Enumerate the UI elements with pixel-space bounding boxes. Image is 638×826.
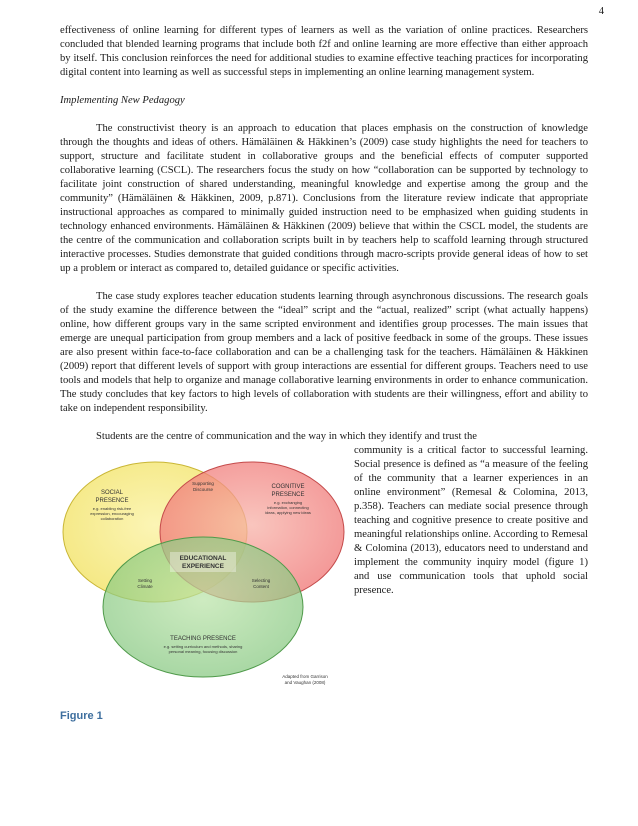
- paragraph-2: The constructivist theory is an approach to education that places emphasis on the construction of knowledge through the thoughts and ideas of others. Hämäläinen & Häkkinen’s (2009) case study highlights the need for teachers to support, structure and facilitate student in collaborative groups and the beneficial effects of computer supported collaborative learning (CSCL). The researchers focus the study on how “collaboration can be supported by technology to facilitate joint construction of shared understanding, meaningful knowledge and expertise among the group and the community” (Hämäläinen & Häkkinen, 2009, p.871). Conclusions from the literature review indicate that appropriate instructional approaches as compared to minimally guided instruction need to be emphasized when guiding students in technology enhanced environments. Hämäläinen & Häkkinen (2009) believe that within the CSCL model, the students are the centre of the communication and collaboration scripts built in by teachers help to scaffold learning through structured interactive processes. Studies demonstrate that guided conditions through macro-scripts provide general ideas of how to set up a problem or interact as compared to, detailed guidance or specific activities.: [60, 123, 588, 274]
- teaching-desc-1: e.g. setting curriculum and methods, sharing: [163, 644, 243, 649]
- teaching-title: TEACHING PRESENCE: [170, 636, 236, 642]
- paragraph-4-side-text: community is a critical factor to successful learning. Social presence is defined as “a measure of the feeling of the community that a learner experiences in an online environment” (Remesal & Colomina, 2013, p.358). Teachers can mediate social presence through teaching and cognitive presence to create positive and meaningful relationships online. According to Remesal & Colomina (2013), educators need to understand and implement the community inquiry model (figure 1) and use communication tools that uphold social presence.: [354, 445, 588, 596]
- social-title-2: PRESENCE: [95, 498, 129, 504]
- teaching-desc-2: personal meaning, focusing discussion: [168, 649, 238, 654]
- cognitive-desc-2: information, connecting: [267, 505, 309, 510]
- social-desc-2: expression, encouraging: [90, 511, 134, 516]
- cognitive-title-2: PRESENCE: [271, 492, 305, 498]
- paragraph-4-side: [354, 444, 588, 598]
- supporting-discourse-1: Supporting: [192, 481, 214, 486]
- social-desc-3: collaboration: [100, 516, 124, 521]
- paragraph-4-lead: Students are the centre of communication and the way in which they identify and trust the: [96, 431, 477, 442]
- social-title-1: SOCIAL: [100, 490, 124, 496]
- educational-experience-2: EXPERIENCE: [182, 563, 224, 570]
- selecting-content-1: Selecting: [251, 578, 271, 583]
- cognitive-desc-1: e.g. exchanging: [273, 500, 303, 505]
- social-desc-1: e.g. enabling risk-free: [92, 506, 132, 511]
- figure-credit-1: Adapted from Garrison: [282, 674, 328, 679]
- selecting-content-2: Content: [253, 584, 269, 589]
- figure-area: [60, 444, 588, 704]
- setting-climate-1: Setting: [137, 578, 153, 583]
- page-number: 4: [598, 6, 604, 17]
- cognitive-desc-3: ideas, applying new ideas: [265, 510, 311, 515]
- figure-credit-2: and Vaughan (2008): [284, 680, 326, 685]
- educational-experience-1: EDUCATIONAL: [179, 555, 227, 562]
- figure-label: Figure 1: [60, 710, 103, 722]
- paragraph-1: effectiveness of online learning for different types of learners as well as the variation of online practices. Researchers concluded that blended learning programs that include both f2f and online learning are more effective than either approach by itself. This conclusion reinforces the need for additional studies to examine effective teaching practices for incorporating digital content into learning as well as successful steps in implementing an online learning management system.: [60, 25, 588, 78]
- setting-climate-2: Climate: [137, 584, 153, 589]
- paragraph-3: The case study explores teacher education students learning through asynchronous discussions. The research goals of the study examine the difference between the “ideal” script and the “actual, realized” script (what actually happens) online, how different groups vary in the same scripted environment and identifies group processes. The main issues that emerge are unequal participation from group members and a lack of positive feedback in some of the groups. These issues are also present within face-to-face collaboration and can be a challenging task for the teachers. Hämäläinen & Häkkinen (2009) report that different levels of support with group interactions are essential for different groups. Teachers need to use tools and models that help to organize and manage collaborative learning environments in order to enhance communication. The study concludes that key factors to high levels of collaboration with students are their willingness, effort and ability to take on independent responsibility.: [60, 291, 588, 414]
- document-body: [60, 24, 588, 722]
- supporting-discourse-2: Discourse: [192, 487, 214, 492]
- cognitive-title-1: COGNITIVE: [271, 484, 305, 490]
- section-heading: Implementing New Pedagogy: [60, 95, 185, 106]
- venn-diagram: [60, 452, 345, 692]
